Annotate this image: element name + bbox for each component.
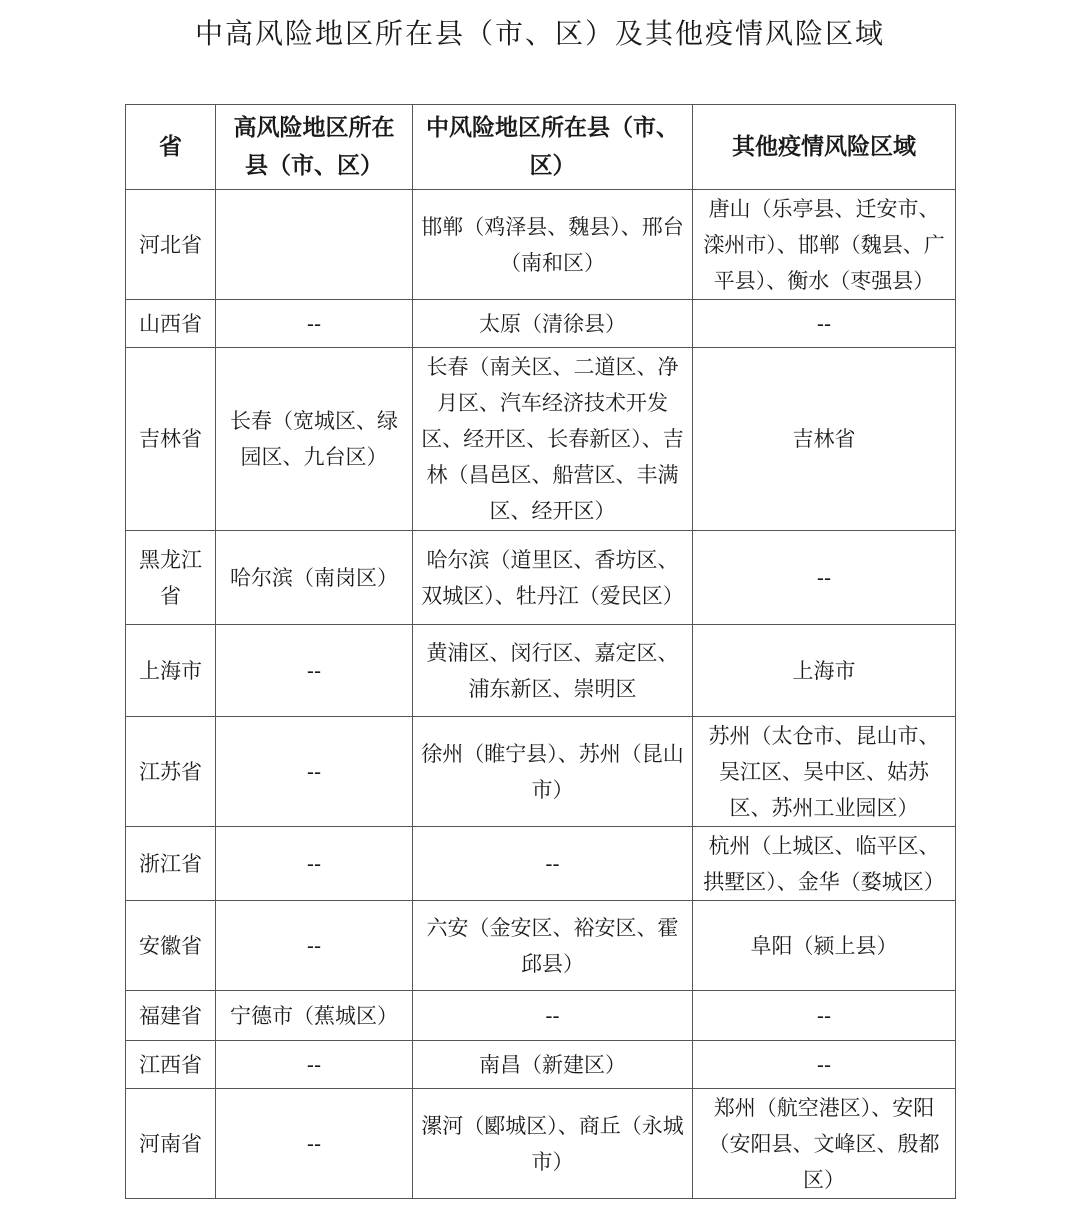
- table-row: [126, 1041, 956, 1089]
- other-risk-cell: --: [693, 300, 956, 348]
- table-row: [126, 827, 956, 901]
- province-cell: 浙江省: [126, 827, 216, 901]
- medium-risk-cell: --: [413, 827, 693, 901]
- page-title: 中高风险地区所在县（市、区）及其他疫情风险区域: [194, 17, 885, 50]
- table-row: [126, 300, 956, 348]
- province-cell: 江苏省: [126, 717, 216, 827]
- risk-area-table: [125, 104, 956, 1199]
- medium-risk-cell: 长春（南关区、二道区、净月区、汽车经济技术开发区、经开区、长春新区）、吉林（昌邑区、船营区、丰满区、经开区）: [413, 348, 693, 531]
- medium-risk-cell: 南昌（新建区）: [413, 1041, 693, 1089]
- other-risk-cell: 唐山（乐亭县、迁安市、滦州市）、邯郸（魏县、广平县）、衡水（枣强县）: [693, 190, 956, 300]
- table-row: [126, 348, 956, 531]
- province-cell: 安徽省: [126, 901, 216, 991]
- other-risk-cell: 阜阳（颍上县）: [693, 901, 956, 991]
- medium-risk-cell: 哈尔滨（道里区、香坊区、双城区）、牡丹江（爱民区）: [413, 531, 693, 625]
- high-risk-cell: [216, 190, 413, 300]
- other-risk-cell: --: [693, 991, 956, 1041]
- province-cell: 河北省: [126, 190, 216, 300]
- province-cell: 黑龙江省: [126, 531, 216, 625]
- province-cell: 江西省: [126, 1041, 216, 1089]
- high-risk-cell: --: [216, 901, 413, 991]
- medium-risk-cell: 六安（金安区、裕安区、霍邱县）: [413, 901, 693, 991]
- province-cell: 河南省: [126, 1089, 216, 1199]
- table-header-row: [126, 105, 956, 190]
- table-row: [126, 1089, 956, 1199]
- high-risk-cell: --: [216, 1089, 413, 1199]
- medium-risk-cell: --: [413, 991, 693, 1041]
- province-cell: 吉林省: [126, 348, 216, 531]
- province-cell: 上海市: [126, 625, 216, 717]
- medium-risk-cell: 邯郸（鸡泽县、魏县）、邢台（南和区）: [413, 190, 693, 300]
- table-row: [126, 991, 956, 1041]
- high-risk-cell: --: [216, 717, 413, 827]
- high-risk-cell: --: [216, 827, 413, 901]
- header-other-risk: 其他疫情风险区域: [693, 105, 956, 190]
- medium-risk-cell: 徐州（睢宁县）、苏州（昆山市）: [413, 717, 693, 827]
- table-row: [126, 625, 956, 717]
- high-risk-cell: --: [216, 1041, 413, 1089]
- table-row: [126, 190, 956, 300]
- high-risk-cell: 宁德市（蕉城区）: [216, 991, 413, 1041]
- high-risk-cell: 长春（宽城区、绿园区、九台区）: [216, 348, 413, 531]
- medium-risk-cell: 太原（清徐县）: [413, 300, 693, 348]
- header-high-risk: 高风险地区所在县（市、区）: [216, 105, 413, 190]
- table-row: [126, 531, 956, 625]
- medium-risk-cell: 黄浦区、闵行区、嘉定区、浦东新区、崇明区: [413, 625, 693, 717]
- other-risk-cell: 杭州（上城区、临平区、拱墅区）、金华（婺城区）: [693, 827, 956, 901]
- header-medium-risk: 中风险地区所在县（市、区）: [413, 105, 693, 190]
- high-risk-cell: 哈尔滨（南岗区）: [216, 531, 413, 625]
- header-province: 省: [126, 105, 216, 190]
- other-risk-cell: 郑州（航空港区）、安阳（安阳县、文峰区、殷都区）: [693, 1089, 956, 1199]
- other-risk-cell: --: [693, 531, 956, 625]
- other-risk-cell: 上海市: [693, 625, 956, 717]
- other-risk-cell: --: [693, 1041, 956, 1089]
- province-cell: 山西省: [126, 300, 216, 348]
- medium-risk-cell: 漯河（郾城区）、商丘（永城市）: [413, 1089, 693, 1199]
- other-risk-cell: 吉林省: [693, 348, 956, 531]
- high-risk-cell: --: [216, 300, 413, 348]
- table-row: [126, 717, 956, 827]
- province-cell: 福建省: [126, 991, 216, 1041]
- high-risk-cell: --: [216, 625, 413, 717]
- other-risk-cell: 苏州（太仓市、昆山市、吴江区、吴中区、姑苏区、苏州工业园区）: [693, 717, 956, 827]
- table-row: [126, 901, 956, 991]
